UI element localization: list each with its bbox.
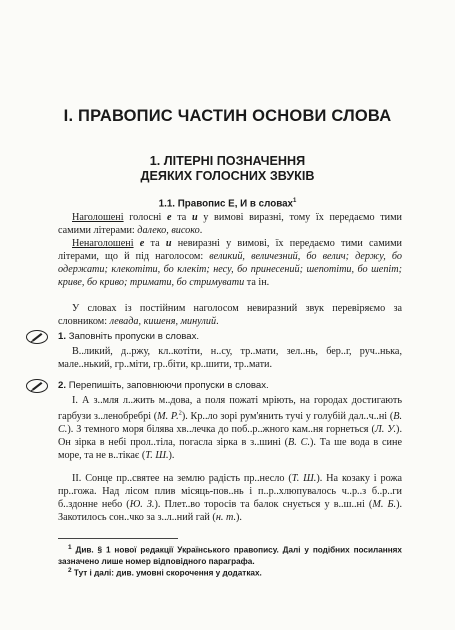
- rule-text: голосні: [123, 212, 168, 223]
- letter-y: и: [191, 212, 198, 223]
- source: М. Б.: [372, 499, 397, 510]
- writing-exercise-icon: [25, 378, 49, 394]
- chapter-title: I. ПРАВОПИС ЧАСТИН ОСНОВИ СЛОВА: [63, 107, 392, 125]
- subsection-title: [0, 198, 455, 209]
- sentence: ). Закотилось сон..чко за з..л..ний гай (: [58, 499, 403, 523]
- rule-examples: далеко, високо: [137, 225, 200, 236]
- subsection-title-text: 1.1. Правопис Е, И в словах: [158, 198, 293, 210]
- rule-examples: великий, величезний, бо велич; держу, бо одержати; клекотіти, бо клекіт; несу, бо принесений; шепотіти, бо шепіт; криве, бо криво; тримати, бо стримувати: [58, 251, 402, 288]
- footnote-mark: 2: [68, 567, 72, 574]
- task-2-header: [58, 380, 402, 391]
- source: Ю. З.: [129, 499, 155, 510]
- sentence: Сонце пр..святее на землю радість пр..несло (: [85, 473, 292, 484]
- rule-dictionary: [58, 302, 402, 328]
- sentence: ). З темного моря білява хв..лечка до поб..р..жного кам..ня горнеться (: [67, 424, 375, 436]
- rule-stressed-lead: Наголошені: [72, 212, 124, 223]
- footnote-text: Див. § 1 нової редакції Українського правопису. Далі у подібних посиланнях зазначено лише номер відповідного параграфа.: [58, 545, 402, 566]
- sentence: ).: [168, 450, 175, 462]
- task-2-part-1-text: [58, 395, 402, 461]
- rule-stressed: [58, 211, 402, 237]
- task-1-content: В..ликий, д..ржу, кл..котіти, н..су, тр..мати, зел..нь, бер..г, руч..нька, мале..нький, гр..міти, гр..біти, кр..шити, тр..мати.: [58, 346, 402, 370]
- rule-text: .: [216, 316, 219, 327]
- footnote-1: [58, 542, 402, 567]
- rule-examples: левада, кишеня, минулий: [109, 316, 217, 327]
- section-title-line1: 1. ЛІТЕРНІ ПОЗНАЧЕННЯ: [149, 154, 306, 168]
- footnote-mark: 1: [293, 198, 297, 204]
- letter-e: е: [139, 238, 145, 249]
- footnote-mark: 2: [178, 410, 182, 417]
- source: М. Р.: [157, 411, 179, 423]
- rule-text: невиразні у вимові, їх передаємо тими самими літерами, що й під наголосом:: [58, 238, 402, 262]
- sentence: ). Та ше вода в сине море, та не в..тікає (: [58, 437, 402, 462]
- source: Л. У.: [374, 424, 397, 436]
- task-2-part-1: [58, 394, 402, 462]
- rule-text: та: [144, 238, 166, 249]
- footnote-mark: 1: [68, 544, 72, 551]
- rule-text: та ін.: [244, 277, 270, 288]
- sentence: ). На козаку і рожа пр..гожа. Над лісом плив місяць-пов..нь і п..р..хлюпувалось ч..р..з б..р..ги б..здонне небо (: [58, 473, 402, 510]
- footnote-2: [58, 565, 402, 579]
- footnote-divider: [58, 538, 178, 539]
- task-1-header: [58, 331, 402, 342]
- rule-unstressed-lead: Ненаголошені: [72, 238, 134, 249]
- source: н. т.: [215, 512, 236, 523]
- rule-unstressed: [58, 237, 402, 289]
- source: В. С.: [288, 437, 310, 449]
- sentence: А з..мля л..жить м..дова, а поля пожаті мріють, на городах достигають гарбузи з..ленобребрі (: [58, 395, 402, 423]
- rule-text: У словах із постійним наголосом невиразний звук перевіряємо за словником:: [58, 303, 402, 327]
- sentence: ). Плет..во торосів та балок снується у в..ш..ні (: [154, 499, 373, 510]
- footnote-text: Тут і далі: див. умовні скорочення у додатках.: [73, 568, 262, 578]
- letter-e: е: [167, 212, 172, 223]
- rule-text: .: [199, 225, 203, 236]
- source: Т. Ш.: [145, 450, 169, 462]
- task-instruction: Перепишіть, заповнюючи пропуски в словах.: [68, 380, 269, 391]
- writing-exercise-icon: [25, 329, 49, 345]
- sentence: ). Кр..ло зорі рум'янить тучі у голубій дал..ч..ні (: [181, 411, 394, 423]
- task-2-part-2-text: [58, 473, 402, 523]
- task-number: 2.: [58, 380, 67, 391]
- source: В. С.: [58, 411, 402, 436]
- rule-text: у вимові виразні, тому їх передаємо тими самими літерами:: [58, 212, 402, 236]
- task-number: 1.: [58, 331, 67, 342]
- part-label: I.: [72, 395, 78, 406]
- sentence: ).: [236, 512, 242, 523]
- part-label: II.: [72, 473, 82, 484]
- task-2-part-2: [58, 472, 402, 524]
- source: Т. Ш.: [291, 473, 317, 484]
- rule-text: та: [171, 212, 192, 223]
- task-instruction: Заповніть пропуски в словах.: [68, 331, 200, 342]
- sentence: ). Он зірка в небі прол..тіла, погасла зірка в з..шині (: [58, 424, 402, 449]
- letter-y: и: [165, 238, 172, 249]
- section-title: [0, 154, 455, 184]
- section-title-line2: ДЕЯКИХ ГОЛОСНИХ ЗВУКІВ: [140, 169, 315, 183]
